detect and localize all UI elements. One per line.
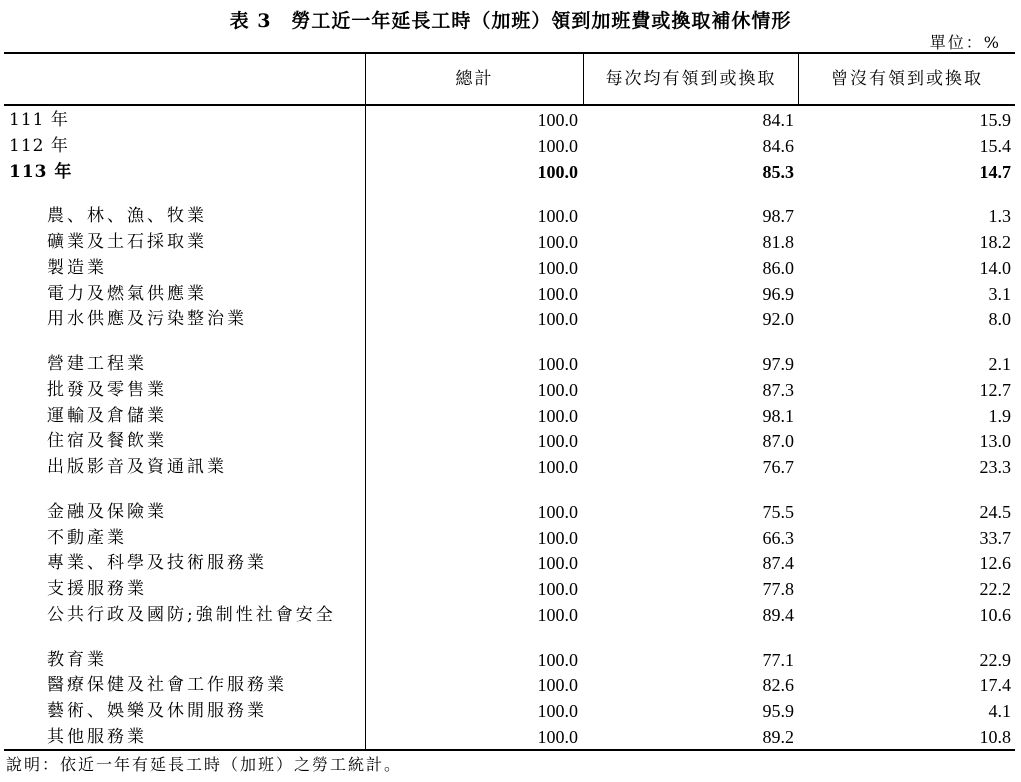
row-label: 教育業 [47, 649, 107, 670]
cell-not-received: 18.2 [979, 232, 1011, 252]
cell-received: 97.9 [762, 354, 794, 374]
row-label: 支援服務業 [47, 579, 147, 600]
table-row [0, 603, 1021, 627]
row-label: 不動產業 [47, 527, 127, 548]
table-row [0, 577, 1021, 601]
row-label: 用水供應及污染整治業 [47, 309, 247, 330]
row-label: 礦業及土石採取業 [47, 232, 207, 252]
cell-total: 100.0 [537, 527, 578, 548]
table-row [0, 551, 1021, 575]
cell-not-received: 8.0 [988, 309, 1011, 330]
cell-total: 100.0 [537, 110, 578, 130]
cell-received: 89.2 [762, 727, 794, 747]
table-row [0, 526, 1021, 550]
row-label: 電力及燃氣供應業 [47, 283, 207, 304]
cell-not-received: 12.6 [979, 553, 1011, 574]
cell-received: 84.1 [762, 110, 794, 130]
cell-not-received: 13.0 [979, 431, 1011, 452]
row-label: 營建工程業 [47, 354, 147, 374]
cell-not-received: 10.6 [979, 605, 1011, 625]
cell-total: 100.0 [537, 309, 578, 330]
row-label: 其他服務業 [47, 727, 147, 747]
cell-received: 76.7 [762, 457, 794, 478]
cell-not-received: 1.3 [988, 206, 1011, 227]
table-row [0, 404, 1021, 428]
row-label: 住宿及餐飲業 [47, 431, 167, 452]
row-label: 專業、科學及技術服務業 [47, 553, 267, 574]
cell-not-received: 14.7 [979, 161, 1011, 182]
cell-received: 87.3 [762, 379, 794, 400]
cell-not-received: 10.8 [979, 727, 1011, 747]
row-label: 醫療保健及社會工作服務業 [47, 675, 287, 696]
cell-received: 75.5 [762, 501, 794, 522]
cell-received: 92.0 [762, 309, 794, 330]
cell-not-received: 33.7 [979, 527, 1011, 548]
row-label: 製造業 [47, 257, 107, 278]
cell-not-received: 12.7 [979, 379, 1011, 400]
cell-not-received: 1.9 [988, 405, 1011, 426]
row-label: 111 年 [9, 110, 69, 130]
cell-not-received: 17.4 [979, 675, 1011, 696]
cell-received: 98.1 [762, 405, 794, 426]
cell-received: 98.7 [762, 206, 794, 227]
cell-not-received: 2.1 [988, 354, 1011, 374]
cell-received: 87.0 [762, 431, 794, 452]
cell-not-received: 14.0 [979, 257, 1011, 278]
cell-total: 100.0 [537, 232, 578, 252]
cell-total: 100.0 [537, 161, 578, 182]
row-label: 農、林、漁、牧業 [47, 206, 207, 227]
cell-received: 96.9 [762, 283, 794, 304]
row-label: 金融及保險業 [47, 501, 167, 522]
cell-total: 100.0 [537, 354, 578, 374]
cell-not-received: 3.1 [988, 283, 1011, 304]
cell-total: 100.0 [537, 379, 578, 400]
table-row [0, 699, 1021, 723]
cell-received: 77.8 [762, 579, 794, 600]
table-row [0, 134, 1021, 158]
cell-total: 100.0 [537, 405, 578, 426]
cell-not-received: 22.2 [979, 579, 1011, 600]
table-row [0, 307, 1021, 331]
cell-received: 95.9 [762, 701, 794, 722]
cell-total: 100.0 [537, 501, 578, 522]
unit-label: 單位：% [929, 33, 1001, 52]
cell-total: 100.0 [537, 675, 578, 696]
cell-not-received: 4.1 [988, 701, 1011, 722]
column-header-total: 總計 [455, 69, 494, 89]
cell-received: 85.3 [762, 161, 794, 182]
cell-total: 100.0 [537, 553, 578, 574]
row-label: 出版影音及資通訊業 [47, 457, 227, 478]
cell-received: 82.6 [762, 675, 794, 696]
table-row [0, 648, 1021, 672]
cell-not-received: 24.5 [979, 501, 1011, 522]
cell-total: 100.0 [537, 457, 578, 478]
table-row [0, 378, 1021, 402]
cell-not-received: 15.9 [979, 110, 1011, 130]
cell-received: 89.4 [762, 605, 794, 625]
row-label: 公共行政及國防;強制性社會安全 [47, 605, 336, 625]
table-row [0, 160, 1021, 184]
row-label: 運輸及倉儲業 [47, 405, 167, 426]
footnote: 說明：依近一年有延長工時（加班）之勞工統計。 [6, 755, 403, 774]
cell-not-received: 22.9 [979, 649, 1011, 670]
row-label: 112 年 [9, 135, 69, 156]
row-label: 113 年 [9, 161, 73, 182]
table-row [0, 673, 1021, 697]
cell-received: 84.6 [762, 135, 794, 156]
cell-received: 86.0 [762, 257, 794, 278]
cell-total: 100.0 [537, 257, 578, 278]
row-label: 批發及零售業 [47, 379, 167, 400]
cell-received: 87.4 [762, 553, 794, 574]
cell-total: 100.0 [537, 605, 578, 625]
cell-not-received: 23.3 [979, 457, 1011, 478]
table-row [0, 352, 1021, 376]
cell-received: 81.8 [762, 232, 794, 252]
table-title: 表 3 勞工近一年延長工時（加班）領到加班費或換取補休情形 [229, 10, 792, 32]
cell-total: 100.0 [537, 727, 578, 747]
column-header-not-received: 曾沒有領到或換取 [831, 69, 983, 89]
table-row [0, 725, 1021, 749]
table-row [0, 282, 1021, 306]
table-row [0, 429, 1021, 453]
cell-total: 100.0 [537, 135, 578, 156]
cell-total: 100.0 [537, 283, 578, 304]
row-label: 藝術、娛樂及休閒服務業 [47, 701, 267, 722]
cell-total: 100.0 [537, 206, 578, 227]
cell-total: 100.0 [537, 701, 578, 722]
table-row [0, 230, 1021, 254]
table-row [0, 204, 1021, 228]
table-row [0, 500, 1021, 524]
cell-received: 77.1 [762, 649, 794, 670]
table-row [0, 455, 1021, 479]
cell-received: 66.3 [762, 527, 794, 548]
cell-total: 100.0 [537, 579, 578, 600]
cell-total: 100.0 [537, 431, 578, 452]
cell-total: 100.0 [537, 649, 578, 670]
column-header-received: 每次均有領到或換取 [605, 69, 777, 89]
cell-not-received: 15.4 [979, 135, 1011, 156]
table-row [0, 256, 1021, 280]
table-row [0, 108, 1021, 132]
